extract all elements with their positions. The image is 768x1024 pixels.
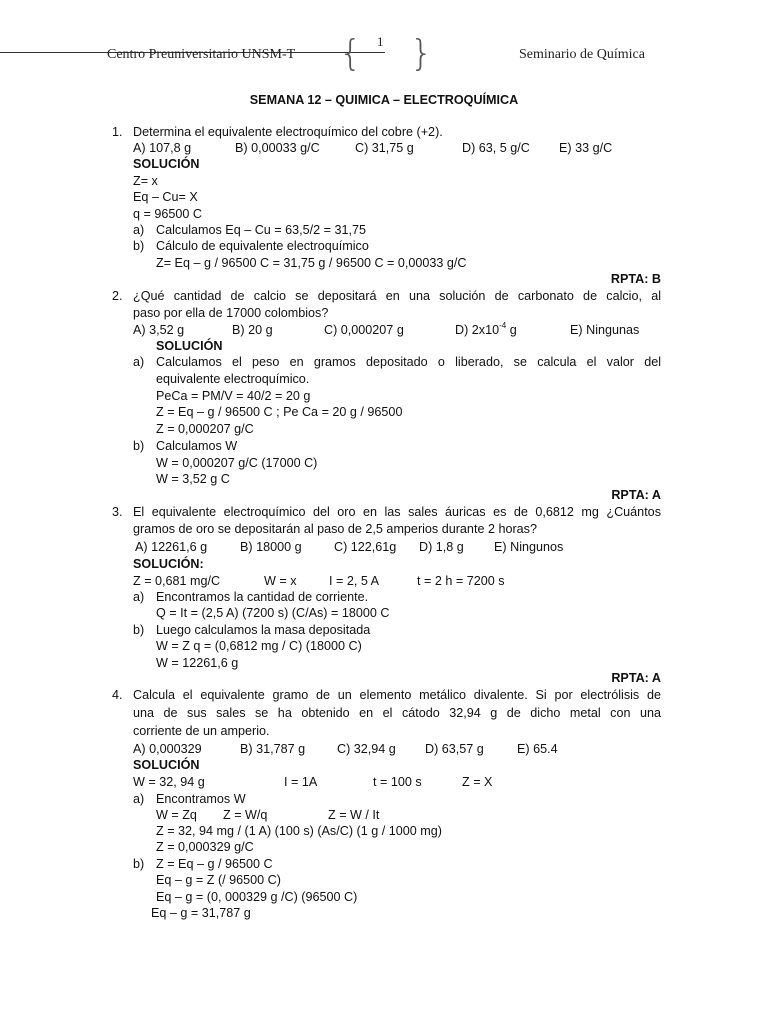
question-text: una de sus sales se ha obtenido en el cátodo 32,94 g de dicho metal con una	[133, 706, 661, 720]
step-text: equivalente electroquímico.	[156, 372, 310, 386]
answer-label: RPTA: A	[611, 671, 661, 685]
step-text: Z = 0,000207 g/C	[156, 422, 254, 436]
page-number: 1	[377, 34, 384, 49]
option-b: B) 31,787 g	[240, 742, 306, 756]
step-label: b)	[133, 239, 145, 253]
step-text: Z= Eq – g / 96500 C = 31,75 g / 96500 C = 0,00033 g/C	[156, 256, 467, 270]
step-label: b)	[133, 439, 145, 453]
step-text: Eq – g = Z (/ 96500 C)	[156, 873, 281, 887]
option-e: E) 65.4	[517, 742, 558, 756]
option-a: A) 3,52 g	[133, 323, 185, 337]
given-value: I = 1A	[284, 775, 318, 789]
left-brace-ornament: {	[339, 33, 362, 74]
step-text: Luego calculamos la masa depositada	[156, 623, 371, 637]
question-number: 1.	[112, 125, 123, 139]
step-label: b)	[133, 623, 145, 637]
option-e: E) 33 g/C	[559, 141, 613, 155]
page-title: SEMANA 12 – QUIMICA – ELECTROQUÍMICA	[249, 93, 519, 107]
given-value: W = 32, 94 g	[133, 775, 205, 789]
option-e: E) Ningunas	[570, 323, 640, 337]
step-text: W = 0,000207 g/C (17000 C)	[156, 456, 318, 470]
question-text: corriente de un amperio.	[133, 724, 270, 738]
step-text: Eq – g = 31,787 g	[151, 906, 251, 920]
option-a: A) 12261,6 g	[135, 540, 208, 554]
option-b: B) 0,00033 g/C	[235, 141, 320, 155]
option-b: B) 18000 g	[240, 540, 302, 554]
step-text: W = Zq	[156, 808, 197, 822]
option-e: E) Ningunos	[494, 540, 564, 554]
step-text: Z = W / It	[328, 808, 380, 822]
option-a: A) 107,8 g	[133, 141, 192, 155]
step-label: a)	[133, 355, 145, 369]
step-text: Calculamos el peso en gramos depositado o liberado, se calcula el valor del	[156, 355, 661, 369]
option-d: D) 63, 5 g/C	[462, 141, 530, 155]
option-d-exponent: -4	[499, 321, 507, 330]
step-label: a)	[133, 792, 145, 806]
given-value: Z = 0,681 mg/C	[133, 574, 221, 588]
option-c: C) 122,61g	[334, 540, 397, 554]
step-text: Z = 32, 94 mg / (1 A) (100 s) (As/C) (1 g / 1000 mg)	[156, 824, 442, 838]
header-institution: Centro Preuniversitario UNSM-T	[107, 47, 296, 62]
question-number: 2.	[112, 289, 123, 303]
option-d-base: D) 2x10	[455, 323, 500, 337]
step-text: Encontramos la cantidad de corriente.	[156, 590, 369, 604]
solution-line: Eq – Cu= X	[133, 190, 198, 204]
option-d: D) 1,8 g	[419, 540, 464, 554]
answer-label: RPTA: A	[611, 488, 661, 502]
step-text: Q = It = (2,5 A) (7200 s) (C/As) = 18000 C	[156, 606, 390, 620]
question-text: ¿Qué cantidad de calcio se depositará en una solución de carbonato de calcio, al	[133, 289, 661, 303]
solution-line: q = 96500 C	[133, 207, 202, 221]
step-text: W = 3,52 g C	[156, 472, 230, 486]
option-d-unit: g	[509, 323, 517, 337]
step-text: Calculamos W	[156, 439, 238, 453]
solution-heading: SOLUCIÓN	[133, 758, 200, 772]
step-label: b)	[133, 857, 145, 871]
question-text: paso por ella de 17000 colombios?	[133, 306, 329, 320]
step-text: Cálculo de equivalente electroquímico	[156, 239, 369, 253]
solution-heading: SOLUCIÓN:	[133, 557, 204, 571]
step-text: Eq – g = (0, 000329 g /C) (96500 C)	[156, 890, 358, 904]
right-brace-ornament: }	[410, 33, 433, 74]
option-c: C) 32,94 g	[337, 742, 396, 756]
step-text: Encontramos W	[156, 792, 246, 806]
solution-heading: SOLUCIÓN	[133, 157, 200, 171]
question-text: El equivalente electroquímico del oro en las sales áuricas es de 0,6812 mg ¿Cuántos	[133, 505, 661, 519]
option-c: C) 31,75 g	[355, 141, 414, 155]
option-b: B) 20 g	[232, 323, 273, 337]
answer-label: RPTA: B	[610, 272, 661, 286]
given-value: Z = X	[462, 775, 493, 789]
option-d: D) 63,57 g	[425, 742, 484, 756]
given-value: t = 100 s	[373, 775, 422, 789]
given-value: W = x	[264, 574, 297, 588]
step-text: Calculamos Eq – Cu = 63,5/2 = 31,75	[156, 223, 367, 237]
question-text: gramos de oro se depositarán al paso de 2,5 amperios durante 2 horas?	[133, 522, 537, 536]
header-course: Seminario de Química	[519, 47, 645, 62]
given-value: t = 2 h = 7200 s	[417, 574, 505, 588]
question-number: 3.	[112, 505, 123, 519]
step-text: PeCa = PM/V = 40/2 = 20 g	[156, 389, 311, 403]
step-text: Z = 0,000329 g/C	[156, 840, 254, 854]
option-a: A) 0,000329	[133, 742, 202, 756]
solution-heading: SOLUCIÓN	[156, 339, 223, 353]
question-text: Calcula el equivalente gramo de un elemento metálico divalente. Si por electrólisis de	[133, 688, 661, 702]
step-text: Z = W/q	[223, 808, 268, 822]
step-text: W = 12261,6 g	[156, 656, 239, 670]
step-label: a)	[133, 590, 145, 604]
question-text: Determina el equivalente electroquímico del cobre (+2).	[133, 125, 443, 139]
given-value: I = 2, 5 A	[329, 574, 380, 588]
option-d	[455, 322, 517, 339]
step-text: Z = Eq – g / 96500 C	[156, 857, 273, 871]
step-label: a)	[133, 223, 145, 237]
question-number: 4.	[112, 688, 123, 702]
option-c: C) 0,000207 g	[324, 323, 404, 337]
page-header	[0, 0, 768, 90]
step-text: W = Z q = (0,6812 mg / C) (18000 C)	[156, 639, 362, 653]
step-text: Z = Eq – g / 96500 C ; Pe Ca = 20 g / 96500	[156, 405, 403, 419]
solution-line: Z= x	[133, 174, 158, 188]
